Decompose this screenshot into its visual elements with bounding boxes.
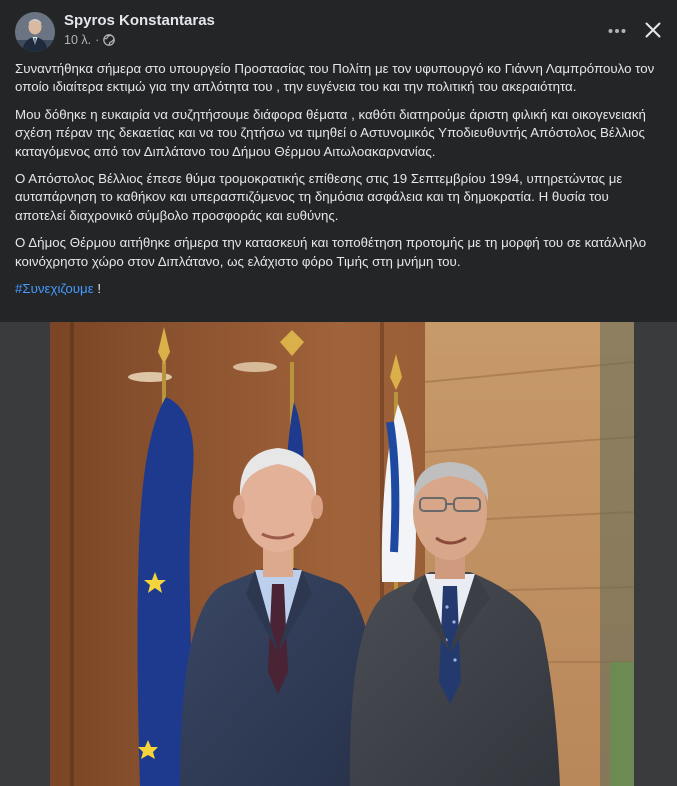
post-text bbox=[15, 60, 660, 307]
avatar[interactable] bbox=[15, 12, 55, 52]
post-photo[interactable] bbox=[50, 322, 634, 786]
avatar-image bbox=[15, 12, 55, 52]
hashtag-suffix: ! bbox=[93, 281, 102, 297]
more-options-icon bbox=[608, 28, 626, 34]
post-header bbox=[0, 0, 677, 58]
meta-separator: · bbox=[95, 33, 100, 47]
hashtag-link[interactable]: #Συνεχιζουμε bbox=[15, 281, 94, 297]
post-paragraph-2: Μου δόθηκε η ευκαιρία να συζητήσουμε διάφορα θέματα , καθότι διατηρούμε άριστη φιλική και οικογενειακή σχέση πέραν της δεκαετίας και να του ζητήσω να τιμηθεί ο Αστυνομικός Υποδιευθυντής Απόστολος Βέλλιος καταγόμενος από τον Διπλάτανο του Δήμου Θέρμου Αιτωλοακαρνανίας. bbox=[15, 106, 646, 159]
globe-icon[interactable] bbox=[103, 34, 115, 46]
more-options-button[interactable] bbox=[600, 17, 634, 45]
close-button[interactable] bbox=[638, 15, 668, 45]
post-timestamp[interactable]: 10 λ. bbox=[64, 33, 92, 47]
hashtag-line bbox=[15, 280, 660, 298]
close-icon bbox=[645, 22, 661, 38]
post-paragraph-3: Ο Απόστολος Βέλλιος έπεσε θύμα τρομοκρατικής επίθεσης στις 19 Σεπτεμβρίου 1994, υπηρετώντας με αυταπάρνηση το καθήκον και υπερασπιζόμενος τη δημόσια ασφάλεια και τη δημοκρατία. Η θυσία του αποτελεί διαχρονικό σύμβολο προσφοράς και ευθύνης. bbox=[15, 171, 623, 223]
post-paragraph-4: Ο Δήμος Θέρμου αιτήθηκε σήμερα την κατασκευή και τοποθέτηση προτομής με τη μορφή του σε κατάλληλο κοινόχρηστο χώρο στον Διπλάτανο, ως ελάχιστο φόρο Τιμής στη μνήμη του. bbox=[15, 235, 647, 269]
author-name[interactable]: Spyros Konstantaras bbox=[64, 12, 215, 29]
post-meta bbox=[64, 33, 115, 47]
post-paragraph-1: Συναντήθηκα σήμερα στο υπουργείο Προστασίας του Πολίτη με τον υφυπουργό κο Γιάννη Λαμπρόπουλο τον οποίο ιδιαίτερα εκτιμώ για την απλότητα του , την ευγένεια του και την πολιτική του ακεραιότητα. bbox=[15, 61, 655, 95]
post-photo-area bbox=[0, 322, 677, 786]
